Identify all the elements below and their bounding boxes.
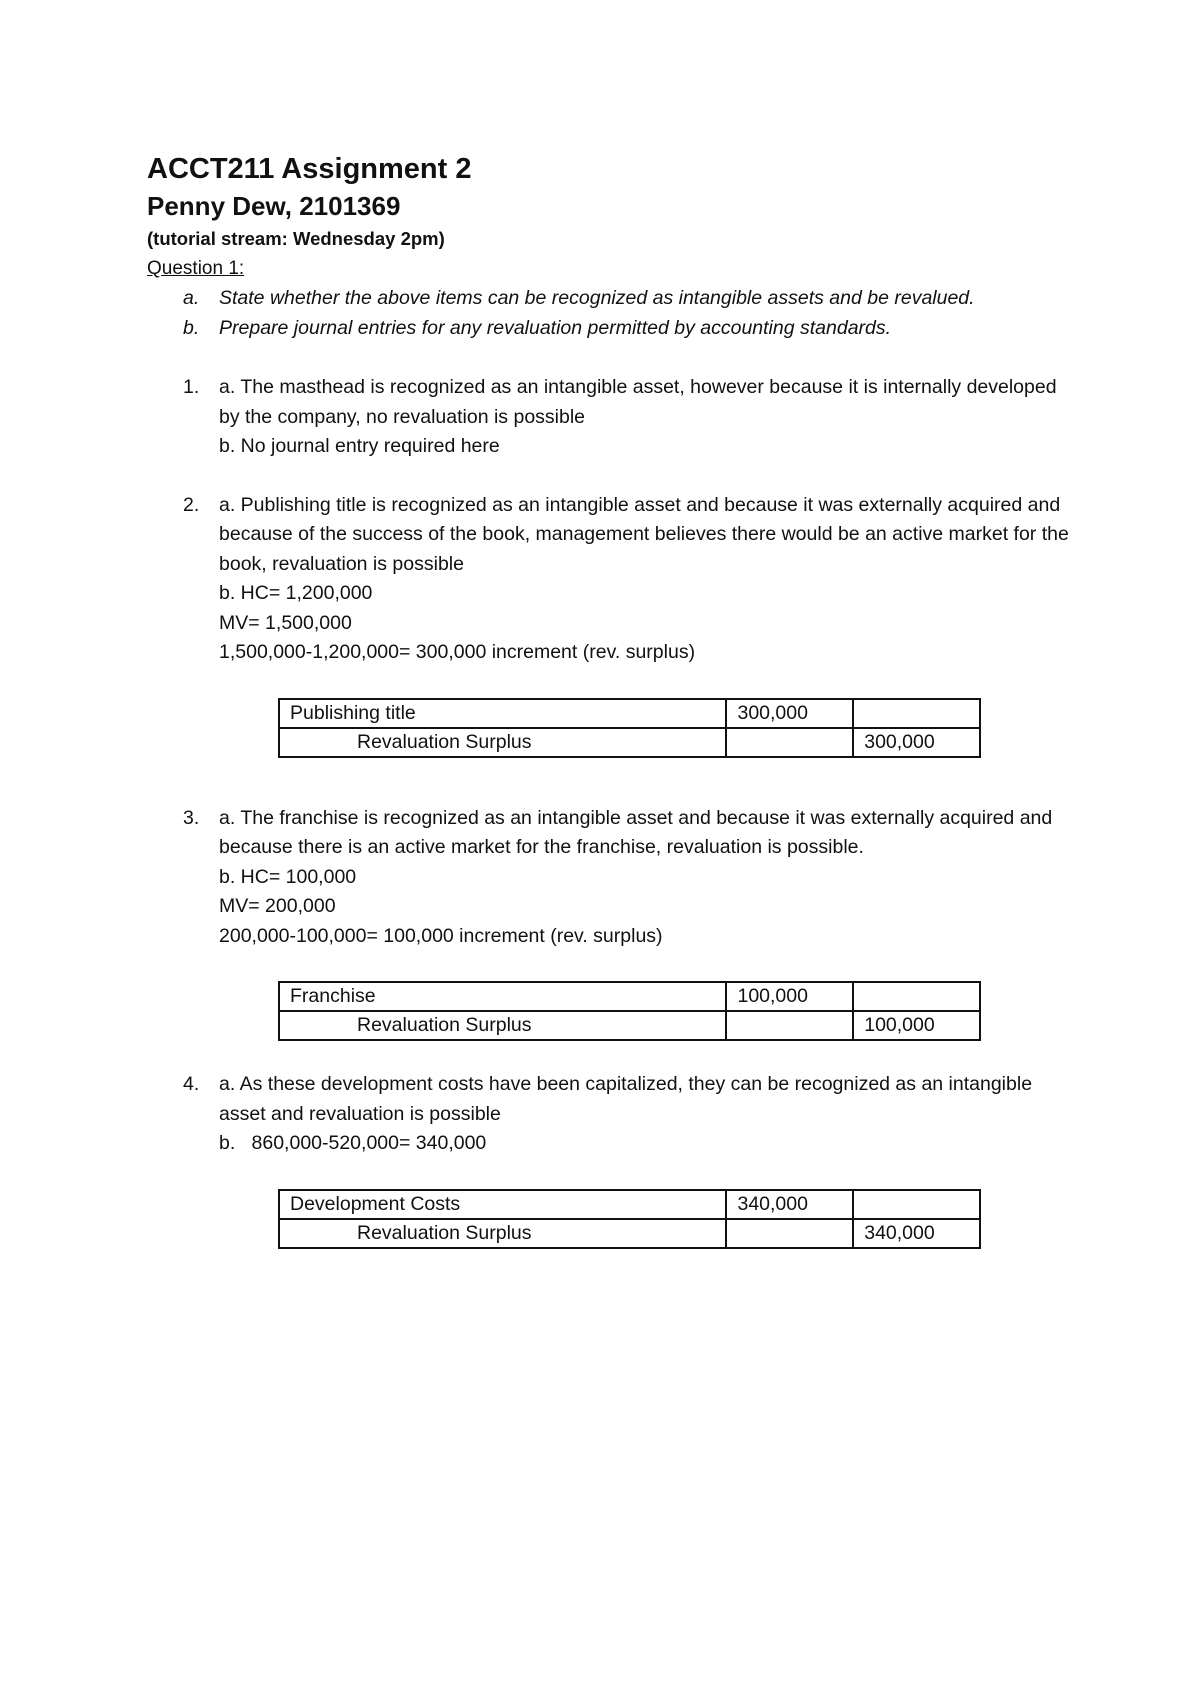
journal-debit: 100,000 (726, 982, 853, 1011)
journal-entry-table (278, 1189, 981, 1249)
question-part-b (147, 314, 1077, 344)
journal-row (279, 1219, 980, 1248)
answer-line: b. No journal entry required here (219, 435, 500, 457)
journal-credit: 300,000 (853, 728, 980, 757)
answer-item-3 (147, 804, 1077, 1042)
answer-number: 3. (183, 806, 200, 829)
journal-credit (853, 1190, 980, 1219)
answer-number: 4. (183, 1073, 200, 1095)
journal-account: Publishing title (279, 699, 726, 728)
answer-line: MV= 200,000 (219, 895, 336, 917)
journal-account: Franchise (279, 982, 726, 1011)
journal-credit (853, 982, 980, 1011)
journal-debit (726, 1219, 853, 1248)
part-text: Prepare journal entries for any revaluation permitted by accounting standards. (219, 316, 892, 339)
journal-debit (726, 1011, 853, 1040)
journal-account: Revaluation Surplus (279, 728, 726, 757)
answer-item-2 (147, 491, 1077, 758)
answer-number: 2. (183, 493, 200, 516)
answer-line: b. HC= 100,000 (219, 865, 357, 888)
answer-line: a. Publishing title is recognized as an intangible asset and because it was externally acquired and because of the success of the book, management believes there would be an active market for the book, revaluation is possible (219, 493, 1069, 575)
journal-credit: 100,000 (853, 1011, 980, 1040)
journal-row (279, 728, 980, 757)
part-text: State whether the above items can be recognized as intangible assets and be revalued. (219, 287, 975, 309)
question-heading: Question 1: (147, 258, 245, 279)
document-page (147, 150, 1077, 1249)
tutorial-stream: (tutorial stream: Wednesday 2pm) (147, 228, 445, 249)
document-title: ACCT211 Assignment 2 (147, 153, 472, 185)
journal-credit: 340,000 (853, 1219, 980, 1248)
answer-line: MV= 1,500,000 (219, 611, 352, 634)
answer-line: b. 860,000-520,000= 340,000 (219, 1132, 487, 1154)
journal-credit (853, 699, 980, 728)
answer-line: a. The masthead is recognized as an intangible asset, however because it is internally developed by the company, no revaluation is possible (219, 376, 1057, 428)
answer-line: b. HC= 1,200,000 (219, 582, 373, 604)
part-marker: a. (183, 287, 200, 309)
author-line: Penny Dew, 2101369 (147, 191, 401, 221)
answer-item-1 (147, 373, 1077, 462)
question-part-a (147, 284, 1077, 314)
journal-row (279, 982, 980, 1011)
answer-line: 200,000-100,000= 100,000 increment (rev. surplus) (219, 924, 663, 947)
journal-account: Revaluation Surplus (279, 1219, 726, 1248)
journal-debit (726, 728, 853, 757)
journal-row (279, 699, 980, 728)
answer-list (147, 373, 1077, 1249)
journal-entry-table (278, 981, 981, 1041)
answer-item-4 (147, 1070, 1077, 1249)
part-marker: b. (183, 316, 200, 339)
journal-account: Development Costs (279, 1190, 726, 1219)
journal-row (279, 1190, 980, 1219)
answer-number: 1. (183, 376, 200, 398)
journal-entry-table (278, 698, 981, 758)
question-parts (147, 284, 1077, 343)
answer-line: 1,500,000-1,200,000= 300,000 increment (rev. surplus) (219, 641, 696, 663)
answer-line: a. As these development costs have been capitalized, they can be recognized as an intangible asset and revaluation is possible (219, 1073, 1033, 1125)
journal-debit: 340,000 (726, 1190, 853, 1219)
journal-row (279, 1011, 980, 1040)
journal-account: Revaluation Surplus (279, 1011, 726, 1040)
journal-debit: 300,000 (726, 699, 853, 728)
answer-line: a. The franchise is recognized as an intangible asset and because it was externally acquired and because there is an active market for the franchise, revaluation is possible. (219, 806, 1053, 858)
